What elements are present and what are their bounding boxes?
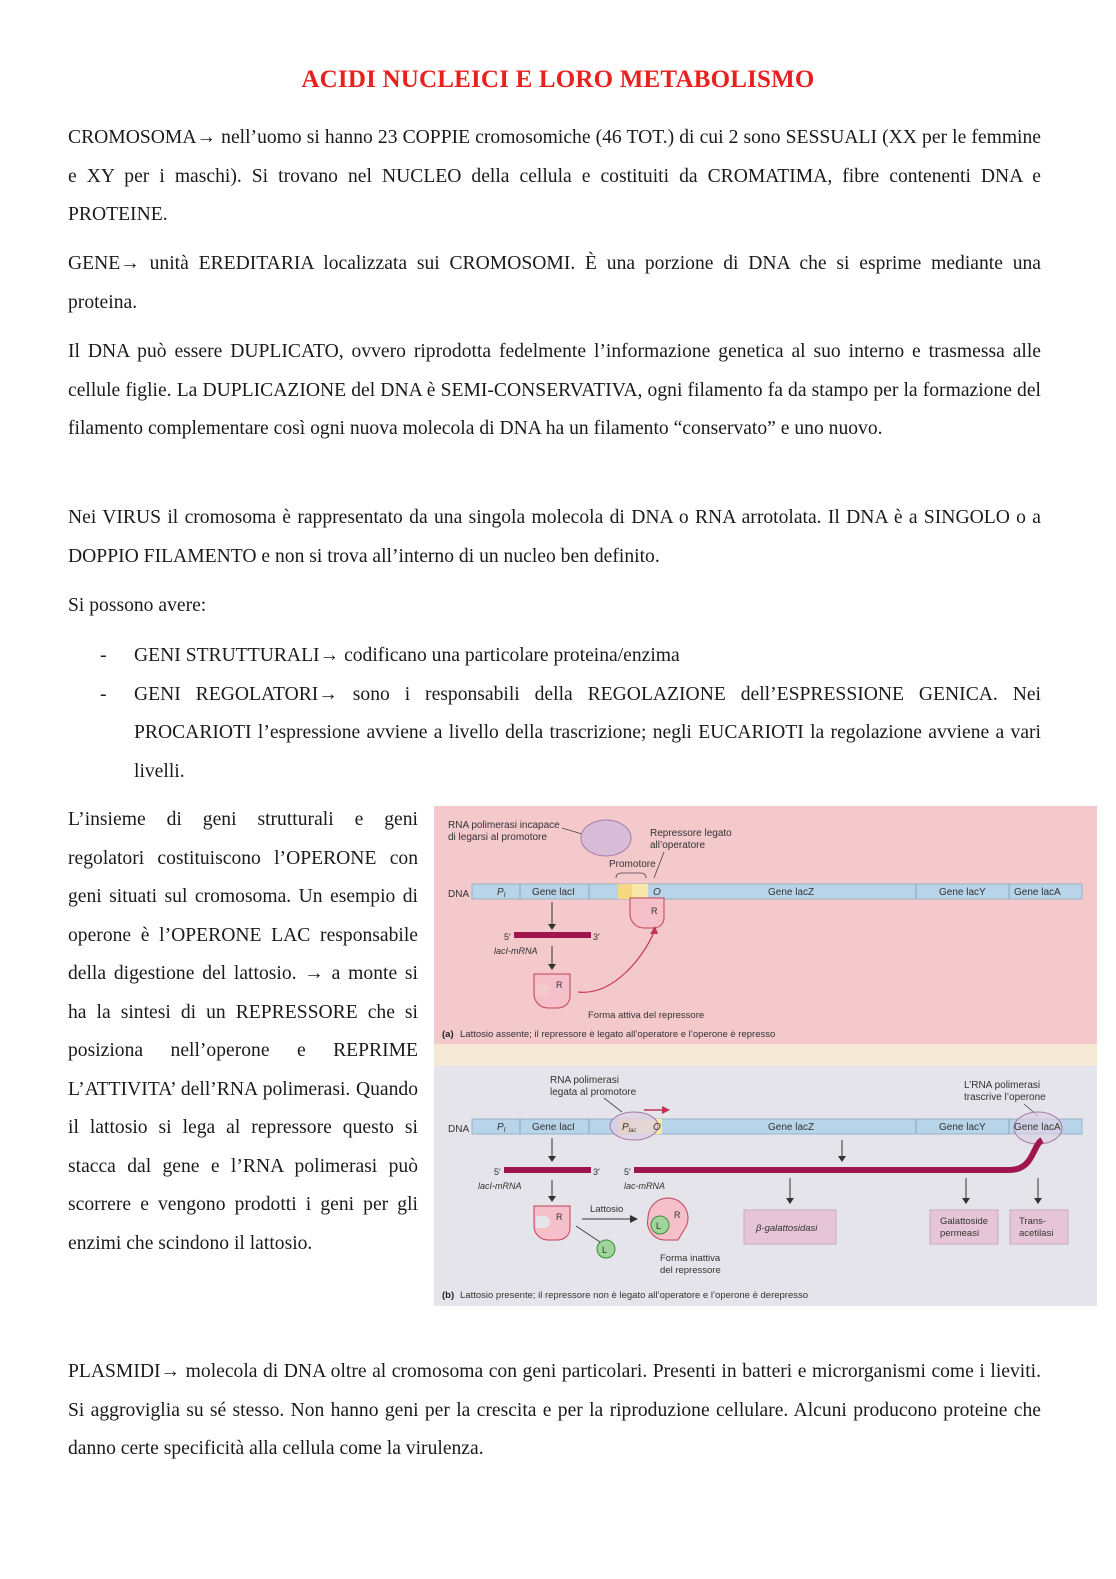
label-p-b: $P_I$ (497, 1122, 506, 1134)
label-gene-lacz-b: Gene lacZ (768, 1122, 815, 1133)
repressor-bound-shape (630, 898, 664, 928)
list-item-text: GENI REGOLATORI→ sono i responsabili della REGOLAZIONE dell’ESPRESSIONE GENICA. Nei PROCARIOTI l’espressione avviene a livello della trascrizione; negli EUCARIOTI la regolazione avviene a vari livelli. (134, 683, 1041, 782)
label-5prime-lac: 5′ (624, 1167, 631, 1177)
paragraph-intro-list: Si possono avere: (68, 595, 207, 616)
caption-b: Lattosio presente; il repressore non è legato all’operatore e l’operone è derepresso (460, 1290, 809, 1301)
gene-types-list (68, 637, 1041, 791)
lac-operon-figure (434, 806, 1097, 1306)
label-5prime-b: 5′ (494, 1167, 501, 1177)
label-p: $P_I$ (497, 887, 506, 899)
promoter-segment (618, 884, 632, 899)
label-r-b: R (556, 1212, 563, 1222)
paragraph-cromosoma: CROMOSOMA→ nell’uomo si hanno 23 COPPIE cromosomiche (46 TOT.) di cui 2 sono SESSUALI (XX per le femmine e XY per i maschi). Si trovano nel NUCLEO della cellula e costituiti da CROMATIMA, fibre contenenti DNA e PROTEINE. (68, 127, 1041, 225)
caption-a-letter: (a) (442, 1029, 454, 1040)
label-active-form: Forma attiva del repressore (588, 1010, 705, 1021)
label-gene-laca-b: Gene lacA (1014, 1122, 1061, 1133)
label-rna-pol-transcribes-2: trascrive l’operone (964, 1092, 1046, 1103)
label-dna: DNA (448, 889, 470, 900)
label-plac: $P_{lac}$ (622, 1122, 637, 1134)
label-r-inactive: R (674, 1210, 681, 1220)
label-r-bound: R (651, 906, 658, 916)
page-title: ACIDI NUCLEICI E LORO METABOLISMO (301, 66, 815, 93)
label-r-active: R (556, 980, 563, 990)
rna-polymerase-bound-shape (610, 1112, 658, 1140)
label-lac-mrna: lac-mRNA (624, 1181, 666, 1191)
label-gene-lacy: Gene lacY (939, 887, 986, 898)
label-permease-2: permeasi (940, 1228, 980, 1239)
list-item (68, 676, 1041, 792)
caption-a: Lattosio assente; il repressore è legato all’operatore e l’operone è represso (460, 1029, 776, 1040)
label-rna-pol-bound: RNA polimerasi (550, 1075, 619, 1086)
label-inactive-form-2: del repressore (660, 1265, 721, 1276)
label-permease: Galattoside (940, 1216, 989, 1227)
caption-b-letter: (b) (442, 1290, 455, 1301)
rna-polymerase-shape (581, 820, 631, 856)
label-rna-pol-transcribes: L’RNA polimerasi (964, 1080, 1041, 1091)
label-3prime-b: 3′ (593, 1167, 600, 1177)
laci-mrna-strand (514, 932, 591, 938)
label-laci-mrna-b: lacI-mRNA (478, 1181, 522, 1191)
label-promoter: Promotore (609, 859, 656, 870)
label-dna-b: DNA (448, 1124, 470, 1135)
label-3prime: 3′ (593, 932, 600, 942)
list-dash: - (100, 645, 107, 666)
label-gene-lacz: Gene lacZ (768, 887, 815, 898)
list-item (68, 637, 1041, 676)
paragraph-operone: L’insieme di geni strutturali e geni regolatori costituiscono l’OPERONE con geni situati sul cromosoma. Un esempio di operone è l’OPERONE LAC responsabile della digestione del lattosio. → a monte si ha la sintesi di un REPRESSORE che si posiziona nell’operone e REPRIME L’ATTIVITA’ dell’RNA polimerasi. Quando il lattosio si lega al repressore questo si stacca dal gene e l’RNA polimerasi può scorrere e vengono prodotti i geni per gli enzimi che scindono il lattosio. (68, 809, 418, 1254)
label-transacetilasi: Trans- (1019, 1216, 1047, 1227)
label-l: L (602, 1245, 608, 1255)
paragraph-virus: Nei VIRUS il cromosoma è rappresentato da una singola molecola di DNA o RNA arrotolata. Il DNA è a SINGOLO o a DOPPIO FILAMENTO e non si trova all’interno di un nucleo ben definito. (68, 507, 1041, 567)
label-laci-mrna: lacI-mRNA (494, 946, 538, 956)
label-operator-b: O (653, 1122, 661, 1133)
label-gene-lacy-b: Gene lacY (939, 1122, 986, 1133)
label-rna-pol-unable-2: di legarsi al promotore (448, 832, 547, 843)
paragraph-duplicazione: Il DNA può essere DUPLICATO, ovvero riprodotta fedelmente l’informazione genetica al suo interno e trasmessa alle cellule figlie. La DUPLICAZIONE del DNA è SEMI-CONSERVATIVA, ogni filamento fa da stampo per la formazione del filamento complementare così ogni nuova molecola di DNA ha un filamento “conservato” e uno nuovo. (68, 341, 1041, 439)
panel-divider (434, 1044, 1097, 1066)
label-gene-laci-b: Gene lacI (532, 1122, 575, 1133)
label-5prime: 5′ (504, 932, 511, 942)
label-lattosio: Lattosio (590, 1204, 624, 1215)
operator-segment (632, 884, 648, 899)
label-rna-pol-bound-2: legata al promotore (550, 1087, 637, 1098)
label-gene-laca: Gene lacA (1014, 887, 1061, 898)
paragraph-plasmidi: PLASMIDI→ molecola di DNA oltre al cromosoma con geni particolari. Presenti in batteri e microrganismi come i lieviti. Si aggroviglia su sé stesso. Non hanno geni per la crescita e per la riproduzione cellulare. Alcuni producono proteine che danno certe specificità alla cellula come la virulenza. (68, 1361, 1041, 1459)
label-repressor-bound-2: all’operatore (650, 840, 706, 851)
paragraph-gene: GENE→ unità EREDITARIA localizzata sui CROMOSOMI. È una porzione di DNA che si esprime mediante una proteina. (68, 253, 1041, 313)
label-beta-gal: β-galattosidasi (756, 1223, 818, 1234)
label-operator: O (653, 887, 661, 898)
label-gene-laci: Gene lacI (532, 887, 575, 898)
list-dash: - (100, 683, 107, 705)
label-repressor-bound: Repressore legato (650, 828, 732, 839)
laci-mrna-strand-b (504, 1167, 591, 1173)
label-rna-pol-unable: RNA polimerasi incapace (448, 820, 560, 831)
label-l-bound: L (656, 1221, 662, 1231)
list-item-text: GENI STRUTTURALI→ codificano una particolare proteina/enzima (134, 645, 680, 666)
label-transacetilasi-2: acetilasi (1019, 1228, 1054, 1239)
label-inactive-form: Forma inattiva (660, 1253, 721, 1264)
